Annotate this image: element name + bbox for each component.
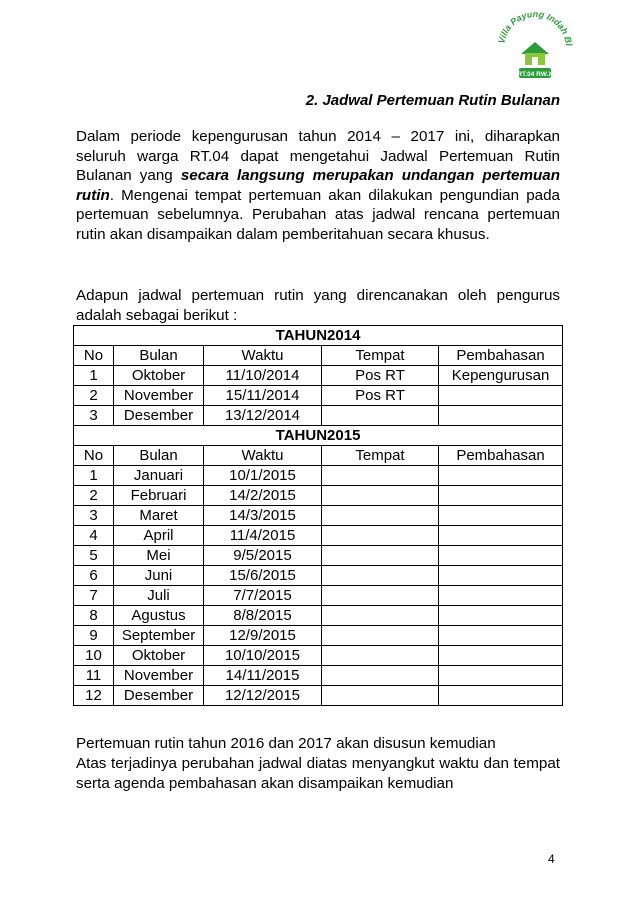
cell-pembahasan	[439, 646, 563, 666]
cell-pembahasan	[439, 466, 563, 486]
cell-no: 3	[74, 406, 114, 426]
column-header-waktu: Waktu	[204, 446, 322, 466]
cell-tempat	[322, 686, 439, 706]
logo-text: Villa Payung Indah Bl	[496, 8, 574, 47]
column-header-no: No	[74, 346, 114, 366]
page-number: 4	[548, 852, 555, 866]
table-row	[74, 386, 563, 406]
cell-waktu: 15/6/2015	[204, 566, 322, 586]
column-header-no: No	[74, 446, 114, 466]
cell-waktu: 12/12/2015	[204, 686, 322, 706]
cell-no: 11	[74, 666, 114, 686]
cell-no: 2	[74, 386, 114, 406]
intro-emphasis: secara langsung merupakan undangan pertemuan rutin	[76, 167, 560, 204]
table-row	[74, 406, 563, 426]
column-header-pembahasan: Pembahasan	[439, 446, 563, 466]
year-title: TAHUN2014	[74, 326, 563, 346]
cell-tempat	[322, 466, 439, 486]
cell-tempat: Pos RT	[322, 386, 439, 406]
cell-tempat	[322, 646, 439, 666]
table-row	[74, 686, 563, 706]
year-title: TAHUN2015	[74, 426, 563, 446]
table-row	[74, 586, 563, 606]
column-header-tempat: Tempat	[322, 346, 439, 366]
cell-bulan: Desember	[114, 686, 204, 706]
cell-pembahasan	[439, 386, 563, 406]
table-row	[74, 566, 563, 586]
cell-waktu: 10/10/2015	[204, 646, 322, 666]
header-row	[74, 446, 563, 466]
cell-tempat: Pos RT	[322, 366, 439, 386]
cell-no: 8	[74, 606, 114, 626]
cell-waktu: 7/7/2015	[204, 586, 322, 606]
cell-pembahasan	[439, 586, 563, 606]
column-header-pembahasan: Pembahasan	[439, 346, 563, 366]
cell-no: 5	[74, 546, 114, 566]
cell-pembahasan	[439, 626, 563, 646]
cell-no: 2	[74, 486, 114, 506]
cell-tempat	[322, 506, 439, 526]
cell-no: 7	[74, 586, 114, 606]
cell-bulan: Februari	[114, 486, 204, 506]
cell-waktu: 14/2/2015	[204, 486, 322, 506]
cell-pembahasan	[439, 546, 563, 566]
cell-waktu: 9/5/2015	[204, 546, 322, 566]
cell-waktu: 13/12/2014	[204, 406, 322, 426]
cell-pembahasan: Kepengurusan	[439, 366, 563, 386]
cell-pembahasan	[439, 526, 563, 546]
cell-no: 1	[74, 366, 114, 386]
cell-bulan: Mei	[114, 546, 204, 566]
cell-bulan: Juni	[114, 566, 204, 586]
header-row	[74, 346, 563, 366]
cell-bulan: Januari	[114, 466, 204, 486]
cell-tempat	[322, 526, 439, 546]
cell-waktu: 11/4/2015	[204, 526, 322, 546]
cell-bulan: November	[114, 666, 204, 686]
year-title-row	[74, 326, 563, 346]
cell-bulan: Juli	[114, 586, 204, 606]
table-row	[74, 606, 563, 626]
cell-tempat	[322, 406, 439, 426]
cell-no: 3	[74, 506, 114, 526]
table-row	[74, 626, 563, 646]
community-logo	[496, 8, 574, 86]
cell-no: 1	[74, 466, 114, 486]
column-header-bulan: Bulan	[114, 446, 204, 466]
cell-bulan: Agustus	[114, 606, 204, 626]
svg-text:Villa Payung Indah Blok E	[496, 8, 574, 47]
year-title-row	[74, 426, 563, 446]
cell-bulan: Oktober	[114, 646, 204, 666]
cell-no: 6	[74, 566, 114, 586]
section-heading: 2. Jadwal Pertemuan Rutin Bulanan	[305, 92, 560, 109]
schedule-table	[73, 325, 563, 706]
intro-paragraph: Dalam periode kepengurusan tahun 2014 – 2017 ini, diharapkan seluruh warga RT.04 dapat mengetahui Jadwal Pertemuan Rutin Bulanan yang secara langsung merupakan undangan pertemuan rutin. Mengenai tempat pertemuan akan dilakukan pengundian pada pertemuan sebelumnya. Perubahan atas jadwal rencana pertemuan rutin akan disampaikan dalam pemberitahuan secara khusus.	[76, 128, 560, 243]
cell-no: 12	[74, 686, 114, 706]
cell-waktu: 15/11/2014	[204, 386, 322, 406]
cell-pembahasan	[439, 606, 563, 626]
closing-note-2: Atas terjadinya perubahan jadwal diatas menyangkut waktu dan tempat serta agenda pembahasan akan disampaikan kemudian	[76, 755, 560, 792]
cell-tempat	[322, 626, 439, 646]
cell-waktu: 12/9/2015	[204, 626, 322, 646]
cell-waktu: 11/10/2014	[204, 366, 322, 386]
column-header-waktu: Waktu	[204, 346, 322, 366]
column-header-tempat: Tempat	[322, 446, 439, 466]
table-row	[74, 466, 563, 486]
house-roof-icon	[521, 42, 549, 54]
cell-bulan: Oktober	[114, 366, 204, 386]
cell-tempat	[322, 566, 439, 586]
cell-tempat	[322, 486, 439, 506]
cell-no: 9	[74, 626, 114, 646]
cell-bulan: April	[114, 526, 204, 546]
table-row	[74, 366, 563, 386]
table-row	[74, 666, 563, 686]
cell-tempat	[322, 666, 439, 686]
cell-pembahasan	[439, 686, 563, 706]
cell-pembahasan	[439, 506, 563, 526]
cell-bulan: September	[114, 626, 204, 646]
cell-tempat	[322, 606, 439, 626]
table-row	[74, 486, 563, 506]
cell-pembahasan	[439, 486, 563, 506]
cell-no: 10	[74, 646, 114, 666]
cell-pembahasan	[439, 666, 563, 686]
cell-pembahasan	[439, 406, 563, 426]
cell-tempat	[322, 546, 439, 566]
cell-tempat	[322, 586, 439, 606]
table-row	[74, 546, 563, 566]
cell-bulan: November	[114, 386, 204, 406]
cell-pembahasan	[439, 566, 563, 586]
cell-waktu: 14/3/2015	[204, 506, 322, 526]
table-row	[74, 646, 563, 666]
cell-waktu: 8/8/2015	[204, 606, 322, 626]
closing-note-1: Pertemuan rutin tahun 2016 dan 2017 akan disusun kemudian	[76, 735, 496, 752]
table-row	[74, 526, 563, 546]
cell-bulan: Desember	[114, 406, 204, 426]
cell-waktu: 14/11/2015	[204, 666, 322, 686]
cell-bulan: Maret	[114, 506, 204, 526]
logo-subtext: RT.04 RW.X	[517, 71, 553, 78]
lead-paragraph: Adapun jadwal pertemuan rutin yang direncanakan oleh pengurus adalah sebagai berikut :	[76, 287, 560, 324]
table-row	[74, 506, 563, 526]
cell-no: 4	[74, 526, 114, 546]
column-header-bulan: Bulan	[114, 346, 204, 366]
cell-waktu: 10/1/2015	[204, 466, 322, 486]
